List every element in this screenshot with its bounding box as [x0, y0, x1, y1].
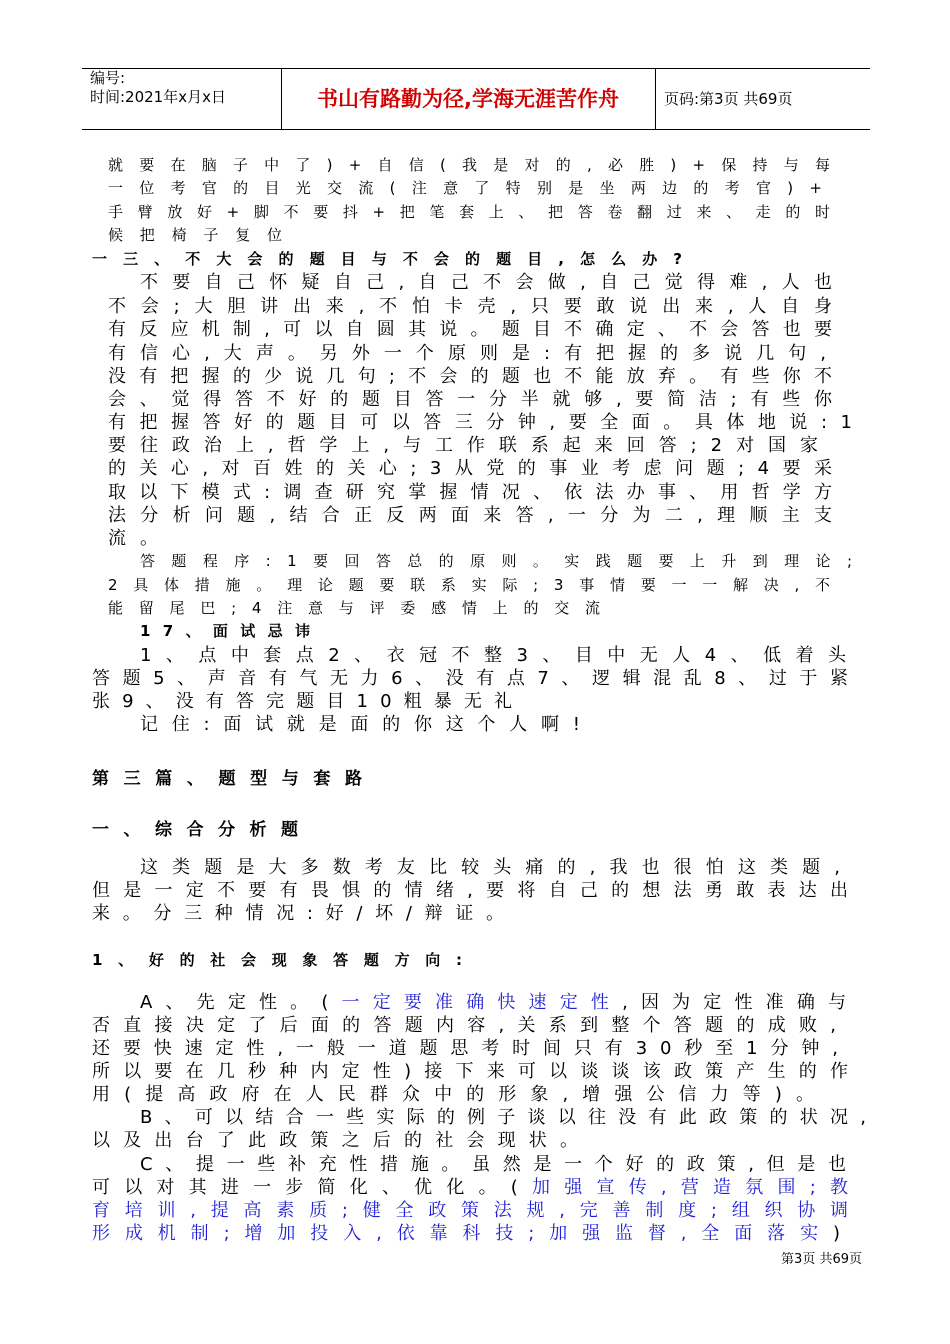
text-line	[140, 1106, 878, 1130]
text-segment: 以及出台了此政策之后的社会现状。	[92, 1130, 592, 1151]
text-line	[108, 179, 838, 197]
text-segment: 不会;大胆讲出来,不怕卡壳,只要敢说出来,人自身	[108, 296, 847, 317]
text-segment: 有反应机制,可以自圆其说。题目不确定、不会答也要	[108, 319, 846, 340]
text-segment: 记住:面试就是面的你这个人啊!	[140, 714, 594, 735]
text-line	[92, 1199, 863, 1223]
text-segment: 能留尾巴;4注意与评委感情上的交流	[108, 599, 616, 617]
text-line	[140, 991, 859, 1015]
text-line	[108, 318, 845, 342]
text-segment: B、可以结合一些实际的例子谈以往没有此政策的状况,	[140, 1107, 879, 1128]
text-line	[140, 856, 854, 880]
text-line	[108, 599, 616, 617]
text-line	[92, 1129, 591, 1153]
text-line	[108, 388, 846, 412]
serial-label: 编号:	[90, 69, 126, 87]
text-line	[108, 527, 172, 551]
time-label: 时间:2021年x月x日	[90, 88, 226, 106]
text-segment: 没有把握的少说几句;不会的题也不能放弃。有些你不	[108, 366, 846, 387]
text-segment: 可以对其进一步简化、优化。(	[92, 1177, 533, 1198]
page-header	[82, 68, 870, 130]
text-line	[92, 1014, 849, 1038]
text-line	[140, 644, 860, 668]
text-line	[92, 879, 861, 903]
text-line	[108, 226, 299, 244]
text-segment: 这类题是大多数考友比较头痛的,我也很怕这类题,	[140, 857, 855, 878]
highlighted-text: 育培训,提高素质;健全政策法规,完善制度;组织协调	[92, 1200, 863, 1221]
text-line	[108, 457, 845, 481]
text-segment: 2具体措施。理论题要联系实际;3事情要一一解决,不	[108, 576, 846, 594]
text-segment: 取以下模式:调查研究掌握情况、依法办事、用哲学方	[108, 482, 846, 503]
text-segment: 否直接决定了后面的答题内容,关系到整个答题的成败,	[92, 1015, 850, 1036]
text-segment: )	[832, 1223, 855, 1244]
text-line	[92, 1083, 828, 1107]
text-segment: 有把握答好的题目可以答三分钟,要全面。具体地说:1	[108, 412, 866, 433]
text-segment: 所以要在几秒种内定性)接下来可以谈谈该政策产生的作	[92, 1061, 862, 1082]
text-segment: 流。	[108, 528, 172, 549]
text-segment: 1、好的社会现象答题方向:	[92, 951, 478, 969]
text-segment: 答题5、声音有气无力6、没有点7、逻辑混乱8、过于紧	[92, 668, 861, 689]
highlighted-text: 一定要准确快速定性	[341, 992, 623, 1013]
text-segment: 17、面试忌讳	[140, 622, 323, 640]
text-line	[108, 342, 840, 366]
text-segment: 答题程序:1要回答总的原则。实践题要上升到理论;	[140, 552, 869, 570]
text-line	[92, 1037, 851, 1061]
text-line	[92, 1060, 861, 1084]
text-segment: 手臂放好+脚不要抖+把笔套上、把答卷翻过来、走的时	[108, 203, 845, 221]
text-line	[92, 1222, 855, 1246]
text-line	[108, 203, 845, 221]
text-line	[108, 295, 847, 319]
text-segment: 要往政治上,哲学上,与工作联系起来回答;2对国家	[108, 435, 832, 456]
text-segment: 法分析问题,结合正反两面来答,一分为二,理顺主支	[108, 505, 847, 526]
text-line	[108, 434, 832, 458]
text-line	[108, 481, 845, 505]
text-line	[92, 667, 861, 691]
highlighted-text: 加强宣传,营造氛围;教	[532, 1177, 863, 1198]
text-segment: 不要自己怀疑自己,自己不会做,自己觉得难,人也	[140, 272, 847, 293]
text-segment: 就要在脑子中了)+自信(我是对的,必胜)+保持与每	[108, 156, 847, 174]
header-divider	[655, 69, 656, 129]
text-segment: 候把椅子复位	[108, 226, 299, 244]
text-segment: 张9、没有答完题目10粗暴无礼	[92, 691, 525, 712]
section-heading	[92, 951, 478, 969]
text-line	[140, 271, 846, 295]
header-page-code: 页码:第3页 共69页	[664, 90, 793, 108]
text-segment: 一三、不大会的题目与不会的题目,怎么办?	[92, 250, 699, 268]
text-line	[92, 902, 517, 926]
chapter-title	[92, 764, 377, 789]
text-segment: 但是一定不要有畏惧的情绪,要将自己的想法勇敢表达出	[92, 880, 862, 901]
text-line	[108, 576, 846, 594]
text-segment: C、提一些补充性措施。虽然是一个好的政策,但是也	[140, 1154, 859, 1175]
page-footer: 第3页 共69页	[781, 1252, 862, 1267]
text-line	[108, 504, 846, 528]
text-segment: 一位考官的目光交流(注意了特别是坐两边的考官)+	[108, 179, 839, 197]
text-segment: 1、点中套点2、衣冠不整3、目中无人4、低着头	[140, 645, 861, 666]
text-segment: 用(提高政府在人民群众中的形象,增强公信力等)。	[92, 1084, 829, 1105]
text-line	[108, 156, 846, 174]
text-segment: 的关心,对百姓的关心;3从党的事业考虑问题;4要采	[108, 458, 846, 479]
text-segment: 还要快速定性,一般一道题思考时间只有30秒至1分钟,	[92, 1038, 851, 1059]
section-heading	[140, 622, 322, 640]
text-segment: 有信心,大声。另外一个原则是:有把握的多说几句,	[108, 343, 841, 364]
section-heading	[92, 250, 698, 268]
text-segment: 第三篇、题型与套路	[92, 769, 377, 789]
header-motto: 书山有路勤为径,学海无涯苦作舟	[317, 87, 619, 111]
section-heading	[92, 815, 313, 840]
header-meta	[90, 69, 226, 129]
text-segment: 来。分三种情况:好/坏/辩证。	[92, 903, 517, 924]
text-segment: A、先定性。(	[140, 992, 342, 1013]
text-segment: 一、综合分析题	[92, 820, 313, 840]
text-line	[92, 690, 524, 714]
text-line	[108, 411, 866, 435]
text-segment: 会、觉得答不好的题目答一分半就够,要简洁;有些你	[108, 389, 846, 410]
text-line	[140, 552, 868, 570]
text-segment: ,因为定性准确与	[622, 992, 860, 1013]
text-line	[108, 365, 845, 389]
highlighted-text: 形成机制;增加投入,依靠科技;加强监督,全面落实	[92, 1223, 833, 1244]
text-line	[140, 1153, 859, 1177]
text-line	[92, 1176, 862, 1200]
text-line	[140, 713, 594, 737]
